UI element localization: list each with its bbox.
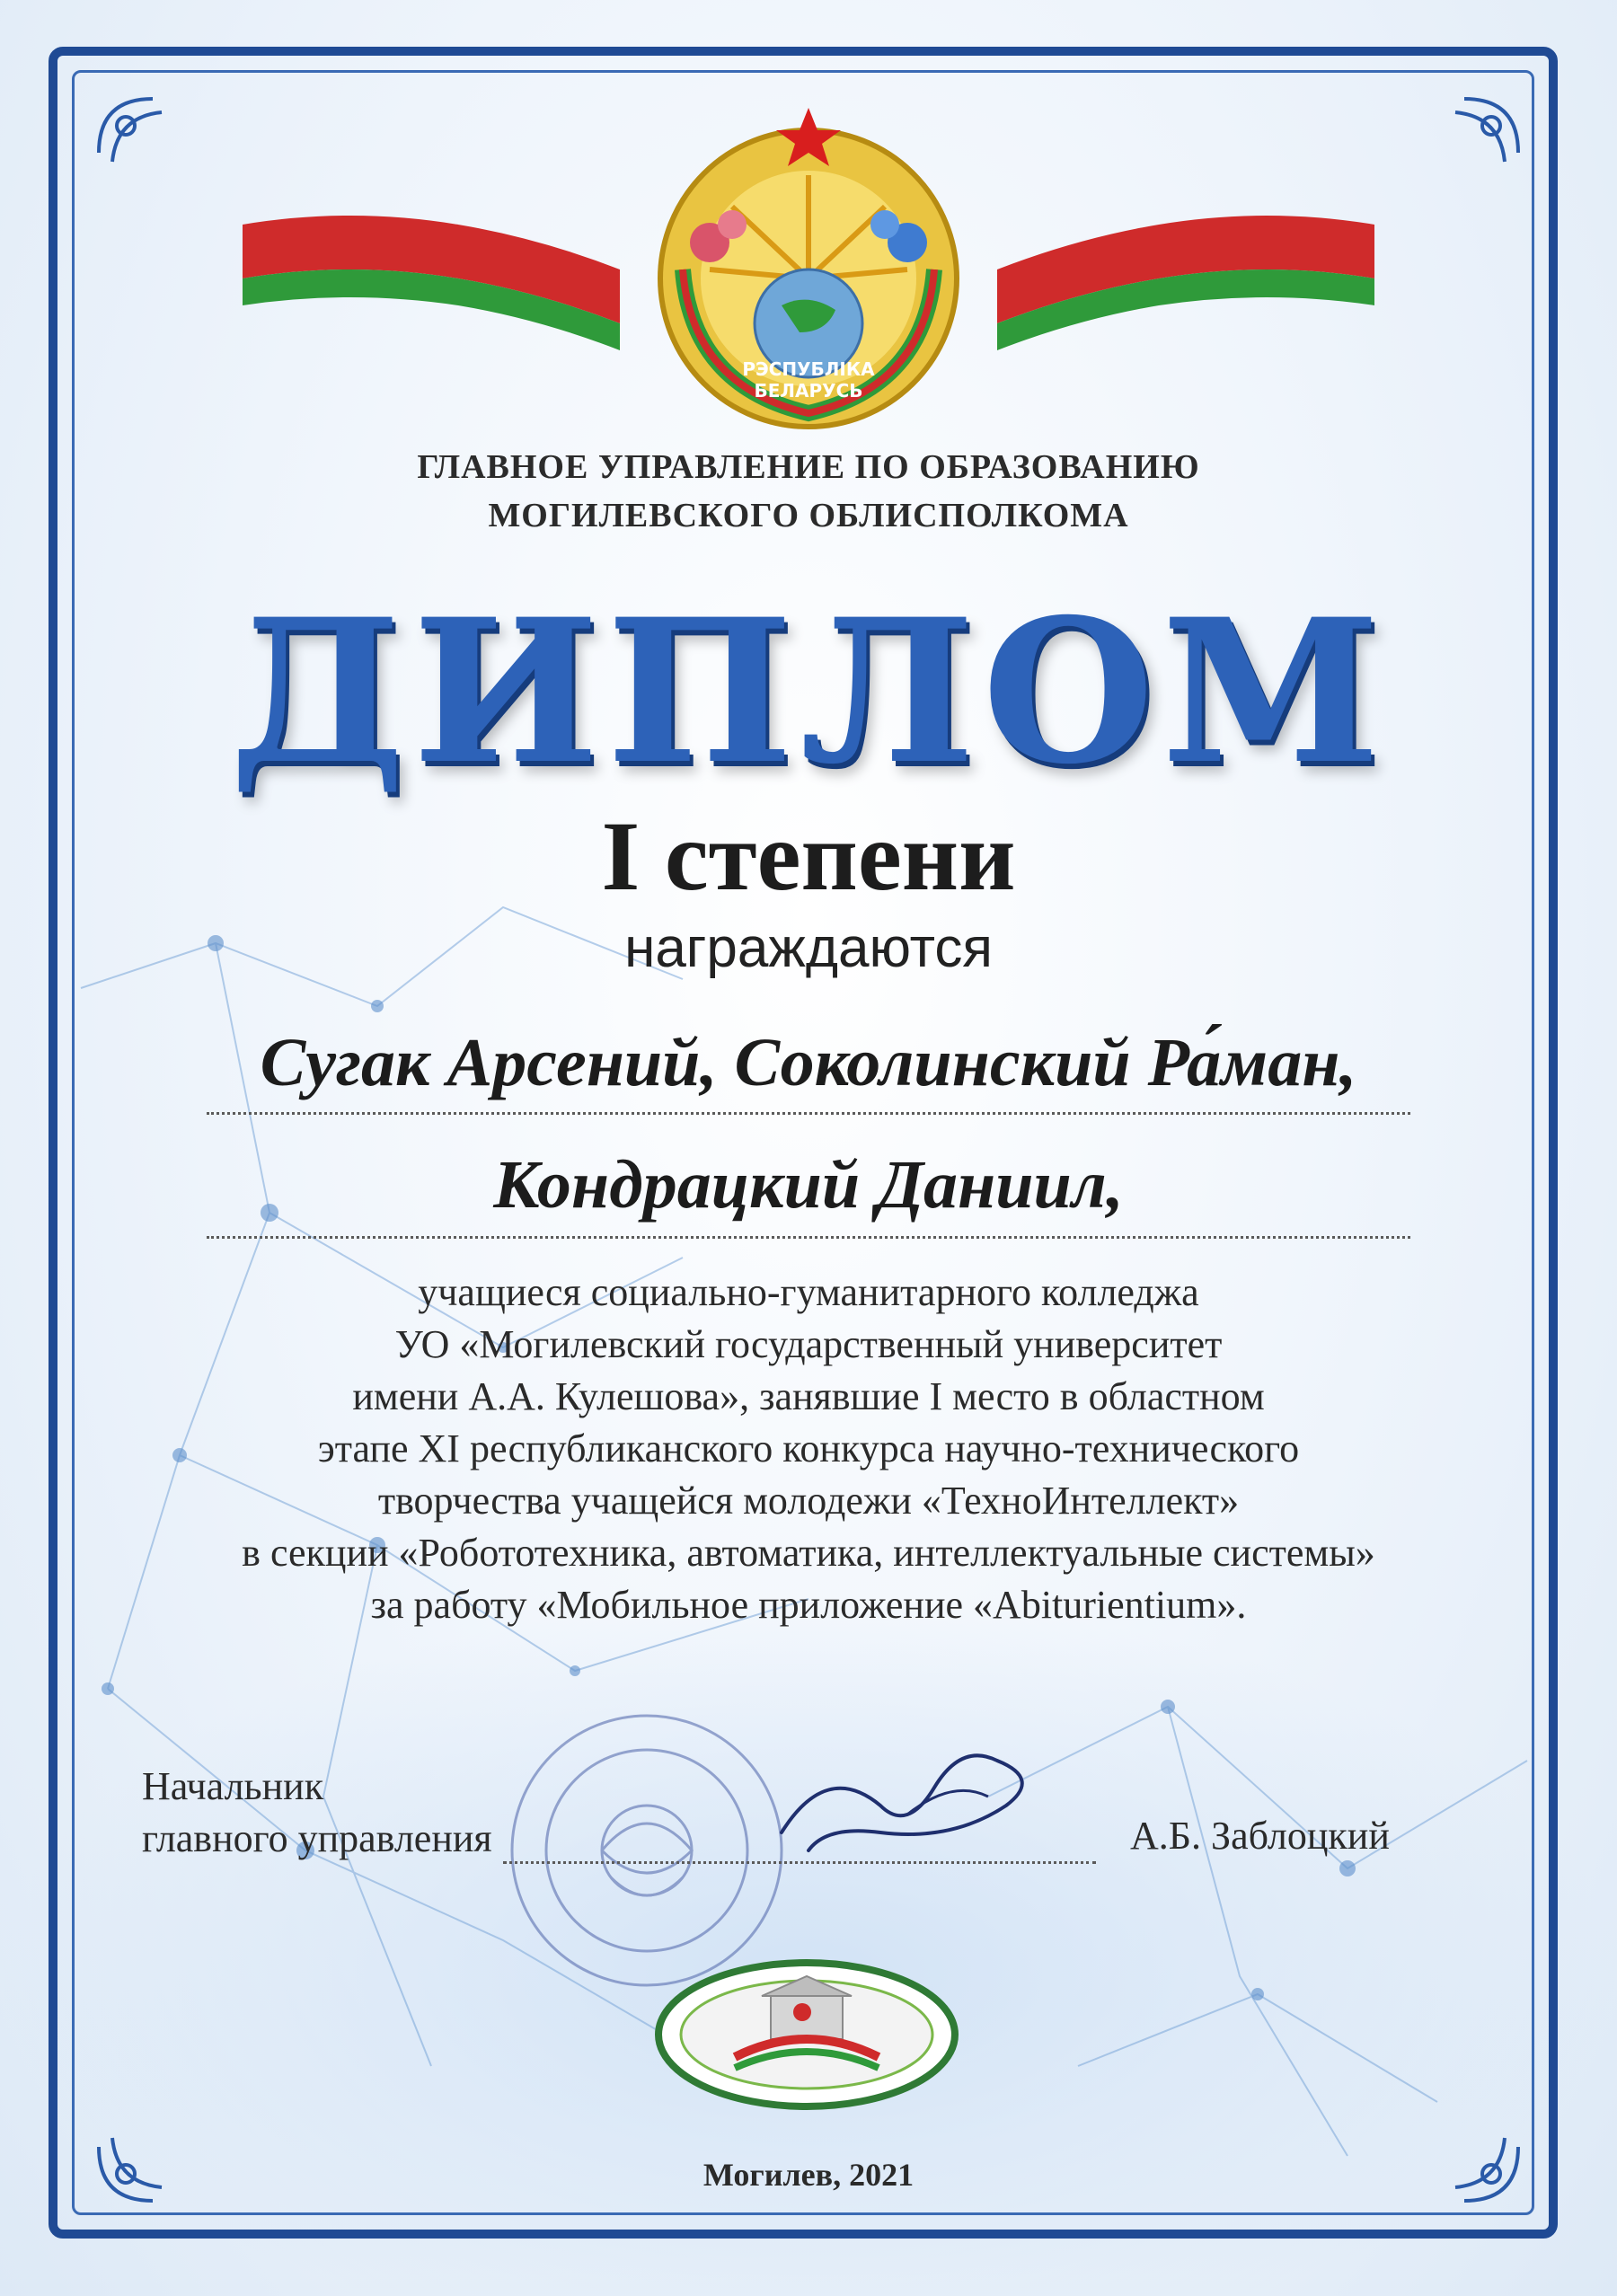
handwritten-signature	[773, 1725, 1060, 1868]
recipient-names-line-1: Сугак Арсений, Соколинский Ра́ман,	[260, 1025, 1357, 1100]
names-underline-2	[207, 1236, 1410, 1239]
award-description	[135, 1267, 1482, 1631]
position-line-1: Начальник	[142, 1764, 324, 1808]
description-line: УО «Могилевский государственный университет	[394, 1322, 1223, 1366]
description-line: творчества учащейся молодежи «ТехноИнтеллект»	[377, 1479, 1240, 1523]
corner-ornament-top-right	[1428, 90, 1527, 189]
issuer-line-1: ГЛАВНОЕ УПРАВЛЕНИЕ ПО ОБРАЗОВАНИЮ	[417, 448, 1200, 486]
emblem-ribbon-text-2: БЕЛАРУСЬ	[754, 380, 863, 402]
flag-ribbon-left	[243, 216, 620, 350]
technointellect-logo	[654, 1958, 959, 2111]
state-emblem	[243, 90, 1374, 449]
names-underline-1	[207, 1112, 1410, 1115]
awarded-label: награждаются	[624, 917, 993, 979]
description-line: за работу «Мобильное приложение «Abiturientium».	[370, 1583, 1247, 1627]
description-line: учащиеся социально-гуманитарного колледжа	[418, 1270, 1199, 1314]
signature-line	[503, 1861, 1096, 1864]
emblem-ribbon-text-1: РЭСПУБЛІКА	[742, 358, 875, 380]
recipient-names-line-2: Кондрацкий Даниил,	[493, 1147, 1124, 1223]
description-line: имени А.А. Кулешова», занявшие I место в областном	[352, 1374, 1265, 1418]
diploma-degree: I степени	[601, 801, 1016, 911]
corner-ornament-top-left	[90, 90, 189, 189]
description-line: в секции «Робототехника, автоматика, интеллектуальные системы»	[242, 1531, 1375, 1575]
place-and-year: Могилев, 2021	[702, 2157, 915, 2193]
description-line: этапе XI республиканского конкурса научно-технического	[317, 1426, 1300, 1470]
official-stamp	[503, 1707, 791, 1994]
issuer-line-2: МОГИЛЕВСКОГО ОБЛИСПОЛКОМА	[488, 497, 1129, 534]
flag-ribbon-right	[997, 216, 1374, 350]
signatory-name: А.Б. Заблоцкий	[1130, 1814, 1390, 1858]
signatory-position	[142, 1761, 492, 1865]
position-line-2: главного управления	[142, 1816, 492, 1860]
diploma-title: ДИПЛОМ	[229, 575, 1388, 808]
